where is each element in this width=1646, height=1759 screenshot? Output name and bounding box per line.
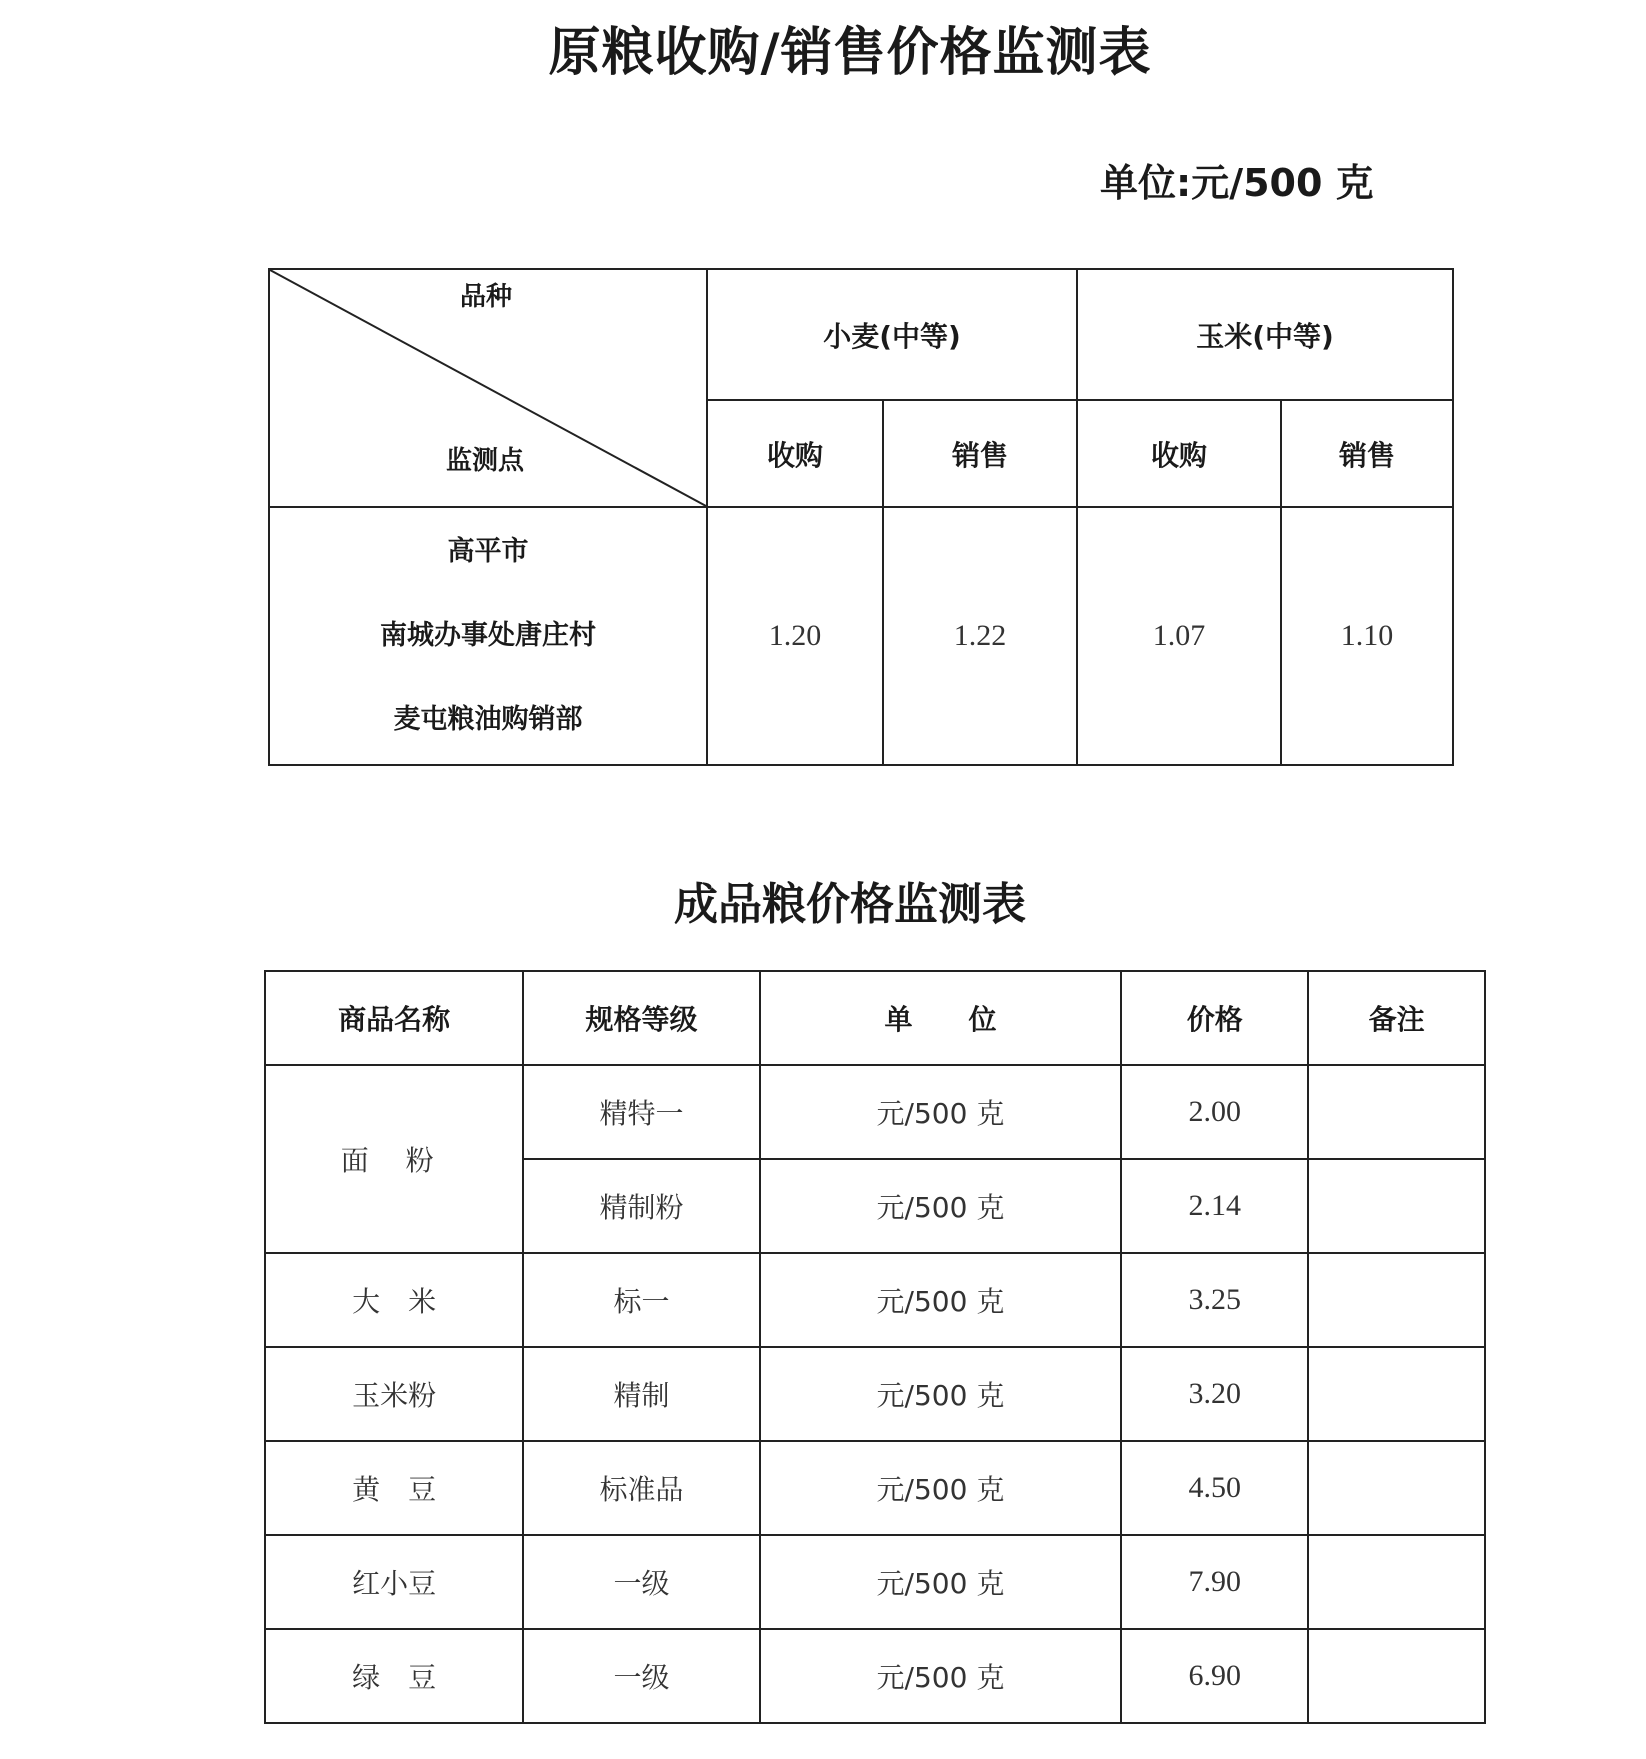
note [1308,1629,1485,1723]
product-name: 红小豆 [265,1535,523,1629]
grade: 精制粉 [523,1159,759,1253]
price: 3.20 [1121,1347,1308,1441]
corn-sell-header: 销售 [1281,400,1453,507]
wheat-sell-price: 1.22 [883,507,1077,765]
unit-label: 单位:元/500 克 [1100,161,1374,205]
raw-grain-price-table [268,268,1454,766]
note [1308,1065,1485,1159]
page-title: 原粮收购/销售价格监测表 [548,23,1152,83]
corn-buy-header: 收购 [1077,400,1281,507]
price: 2.14 [1121,1159,1308,1253]
price: 6.90 [1121,1629,1308,1723]
wheat-sell-header: 销售 [883,400,1077,507]
price: 4.50 [1121,1441,1308,1535]
variety-label: 品种 [460,282,513,312]
wheat-buy-header: 收购 [707,400,883,507]
header-unit: 单 位 [760,971,1122,1065]
product-name: 绿 豆 [265,1629,523,1723]
unit: 元/500 克 [760,1159,1122,1253]
unit: 元/500 克 [760,1629,1122,1723]
table-row [265,1441,1485,1535]
price: 2.00 [1121,1065,1308,1159]
note [1308,1159,1485,1253]
grade: 一级 [523,1535,759,1629]
monitor-location-cell [269,507,707,765]
note [1308,1347,1485,1441]
table-row [265,1629,1485,1723]
unit: 元/500 克 [760,1065,1122,1159]
grade: 精特一 [523,1065,759,1159]
corn-buy-price: 1.07 [1077,507,1281,765]
price: 7.90 [1121,1535,1308,1629]
monitor-point-label: 监测点 [446,446,525,476]
wheat-buy-price: 1.20 [707,507,883,765]
location-line: 南城办事处唐庄村 [380,620,596,651]
table-row [265,1253,1485,1347]
note [1308,1535,1485,1629]
unit: 元/500 克 [760,1441,1122,1535]
price: 3.25 [1121,1253,1308,1347]
diagonal-header-cell [269,269,707,507]
table-row [265,1065,1485,1159]
corn-sell-price: 1.10 [1281,507,1453,765]
grade: 标准品 [523,1441,759,1535]
unit: 元/500 克 [760,1535,1122,1629]
note [1308,1441,1485,1535]
finished-grain-price-table [264,970,1486,1724]
table-row [265,1347,1485,1441]
header-price: 价格 [1121,971,1308,1065]
product-name: 大 米 [265,1253,523,1347]
header-note: 备注 [1308,971,1485,1065]
location-line: 麦屯粮油购销部 [393,704,583,735]
corn-header: 玉米(中等) [1077,269,1453,400]
product-name: 面 粉 [265,1065,523,1253]
note [1308,1253,1485,1347]
product-name: 玉米粉 [265,1347,523,1441]
section-title: 成品粮价格监测表 [674,879,1026,930]
unit: 元/500 克 [760,1347,1122,1441]
grade: 标一 [523,1253,759,1347]
grade: 一级 [523,1629,759,1723]
product-name: 黄 豆 [265,1441,523,1535]
location-line: 高平市 [447,536,529,567]
header-grade: 规格等级 [523,971,759,1065]
wheat-header: 小麦(中等) [707,269,1077,400]
grade: 精制 [523,1347,759,1441]
table-row [265,1535,1485,1629]
header-product-name: 商品名称 [265,971,523,1065]
unit: 元/500 克 [760,1253,1122,1347]
